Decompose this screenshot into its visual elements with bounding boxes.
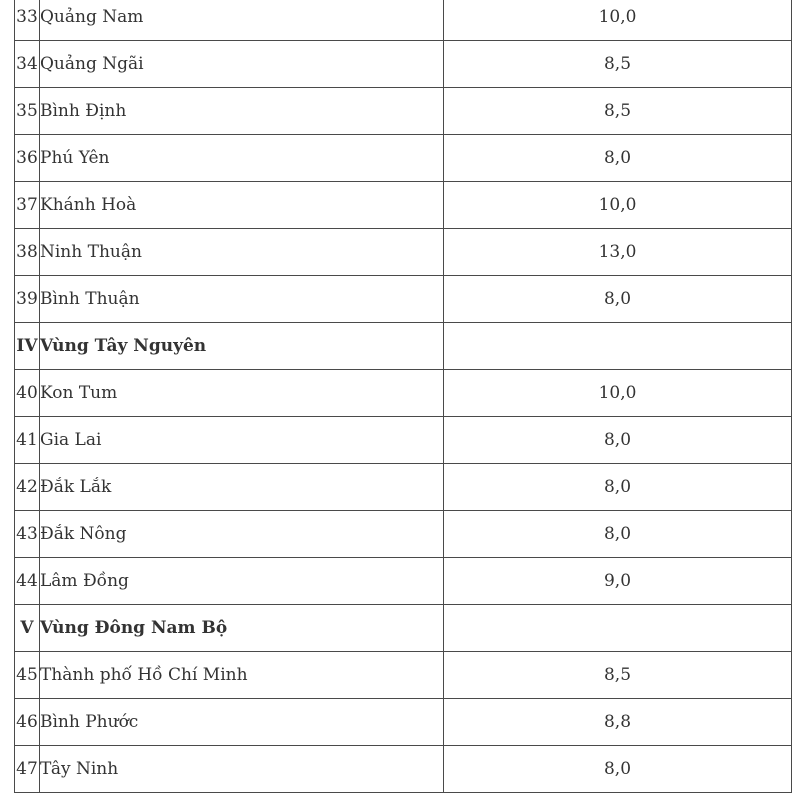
table-row — [15, 41, 792, 88]
region-name: Vùng Đông Nam Bộ — [40, 605, 444, 652]
province-value: 8,8 — [444, 699, 792, 746]
row-number: 35 — [15, 88, 40, 135]
province-name: Bình Phước — [40, 699, 444, 746]
province-name: Phú Yên — [40, 135, 444, 182]
table-row — [15, 511, 792, 558]
province-value: 13,0 — [444, 229, 792, 276]
table-row — [15, 0, 792, 41]
province-value: 8,0 — [444, 746, 792, 793]
row-number: 33 — [15, 0, 40, 41]
region-number: V — [15, 605, 40, 652]
province-value: 8,0 — [444, 276, 792, 323]
row-number: 38 — [15, 229, 40, 276]
row-number: 43 — [15, 511, 40, 558]
row-number: 34 — [15, 41, 40, 88]
table-row — [15, 229, 792, 276]
table-row — [15, 746, 792, 793]
table-row — [15, 88, 792, 135]
row-number: 44 — [15, 558, 40, 605]
province-name: Khánh Hoà — [40, 182, 444, 229]
province-name: Lâm Đồng — [40, 558, 444, 605]
table-row — [15, 417, 792, 464]
row-number: 42 — [15, 464, 40, 511]
region-value — [444, 605, 792, 652]
region-number: IV — [15, 323, 40, 370]
table-row — [15, 135, 792, 182]
row-number: 40 — [15, 370, 40, 417]
province-value: 9,0 — [444, 558, 792, 605]
table-row — [15, 558, 792, 605]
province-name: Đắk Lắk — [40, 464, 444, 511]
province-table-body — [15, 0, 792, 793]
province-name: Bình Thuận — [40, 276, 444, 323]
province-value: 10,0 — [444, 370, 792, 417]
table-row — [15, 652, 792, 699]
province-value: 8,0 — [444, 464, 792, 511]
province-name: Kon Tum — [40, 370, 444, 417]
row-number: 46 — [15, 699, 40, 746]
province-value: 8,5 — [444, 652, 792, 699]
row-number: 37 — [15, 182, 40, 229]
province-name: Quảng Nam — [40, 0, 444, 41]
province-value: 8,5 — [444, 41, 792, 88]
table-row — [15, 699, 792, 746]
region-header-row — [15, 605, 792, 652]
row-number: 45 — [15, 652, 40, 699]
province-value: 10,0 — [444, 182, 792, 229]
province-value: 10,0 — [444, 0, 792, 41]
table-row — [15, 182, 792, 229]
province-name: Bình Định — [40, 88, 444, 135]
region-value — [444, 323, 792, 370]
province-name: Quảng Ngãi — [40, 41, 444, 88]
province-value: 8,0 — [444, 135, 792, 182]
province-value: 8,0 — [444, 417, 792, 464]
province-table — [14, 0, 792, 793]
province-name: Thành phố Hồ Chí Minh — [40, 652, 444, 699]
row-number: 47 — [15, 746, 40, 793]
region-header-row — [15, 323, 792, 370]
table-row — [15, 276, 792, 323]
row-number: 41 — [15, 417, 40, 464]
table-row — [15, 370, 792, 417]
table-row — [15, 464, 792, 511]
province-name: Tây Ninh — [40, 746, 444, 793]
province-value: 8,5 — [444, 88, 792, 135]
region-name: Vùng Tây Nguyên — [40, 323, 444, 370]
province-name: Gia Lai — [40, 417, 444, 464]
province-name: Ninh Thuận — [40, 229, 444, 276]
province-name: Đắk Nông — [40, 511, 444, 558]
row-number: 36 — [15, 135, 40, 182]
province-value: 8,0 — [444, 511, 792, 558]
row-number: 39 — [15, 276, 40, 323]
